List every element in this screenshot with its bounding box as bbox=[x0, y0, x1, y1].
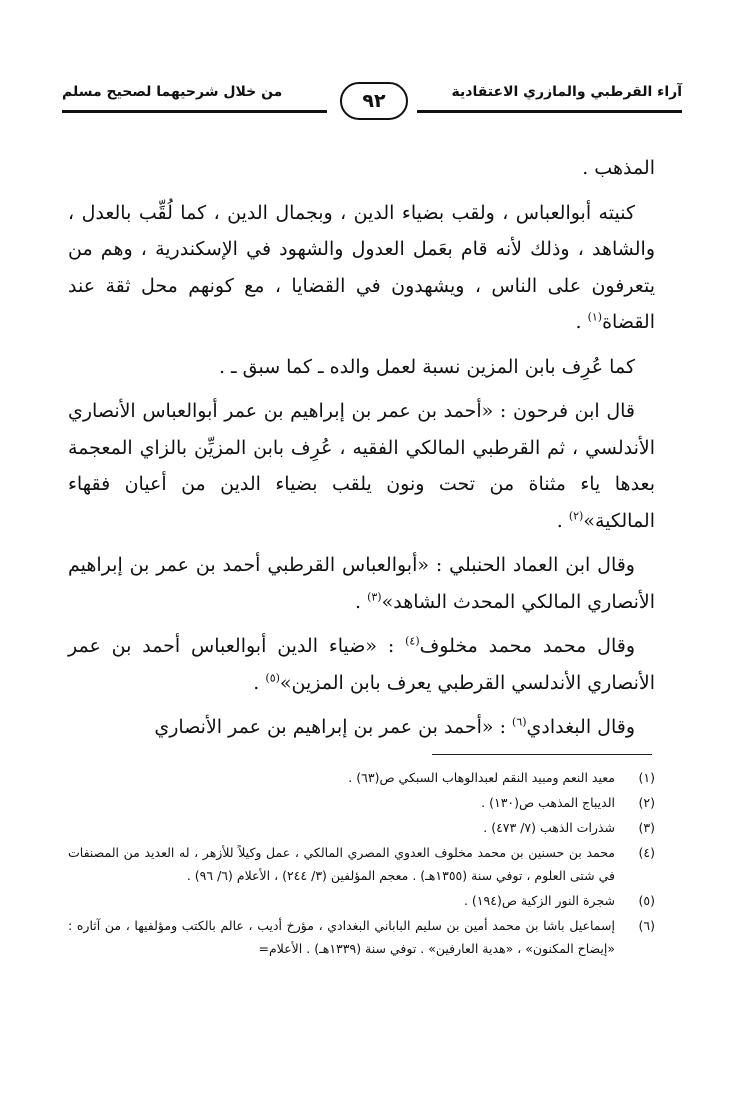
paragraph-5-text: وقال ابن العماد الحنبلي : «أبوالعباس القرطبي أحمد بن عمر بن إبراهيم الأنصاري المالكي المحدث الشاهد» bbox=[68, 554, 655, 613]
paragraph-6-text-a: وقال محمد محمد مخلوف bbox=[419, 635, 635, 657]
paragraph-7-text-b: : «أحمد بن عمر بن إبراهيم بن عمر الأنصاري bbox=[154, 716, 513, 738]
header-rule-left bbox=[62, 110, 327, 113]
footnote-number: (٣) bbox=[638, 820, 655, 835]
paragraph-4-end: . bbox=[556, 509, 569, 532]
footnote-number: (٢) bbox=[638, 795, 655, 810]
running-header bbox=[62, 82, 682, 122]
header-book-subtitle: من خلال شرحيهما لصحيح مسلم bbox=[62, 84, 283, 100]
paragraph-7 bbox=[68, 709, 655, 746]
paragraph-4 bbox=[68, 393, 655, 539]
paragraph-6 bbox=[68, 628, 655, 701]
main-text bbox=[68, 150, 655, 754]
paragraph-5 bbox=[68, 547, 655, 620]
footnote-text: معيد النعم ومبيد النقم لعبدالوهاب السبكي ص(٦٣) . bbox=[348, 770, 615, 785]
paragraph-2 bbox=[68, 195, 655, 341]
header-rule-right bbox=[417, 110, 682, 113]
footnote-ref-5: (٥) bbox=[265, 671, 280, 685]
footnotes bbox=[68, 766, 655, 962]
footnote-divider bbox=[432, 754, 652, 755]
paragraph-7-text-a: وقال البغدادي bbox=[526, 716, 635, 738]
footnote-number: (٥) bbox=[638, 893, 655, 908]
footnote bbox=[68, 889, 655, 912]
footnote-text: شذرات الذهب (٧/ ٤٧٣) . bbox=[483, 820, 615, 835]
footnote-text: الديباج المذهب ص(١٣٠) . bbox=[481, 795, 615, 810]
footnote-text: محمد بن حسنين بن محمد مخلوف العدوي المصري المالكي ، عمل وكيلاً للأزهر ، له العديد من المصنفات في شتى العلوم ، توفي سنة (١٣٥٥هـ) . معجم المؤلفين (٣/ ٢٤٤) ، الأعلام (٦/ ٩٦) . bbox=[68, 845, 615, 883]
footnote bbox=[68, 914, 655, 960]
footnote bbox=[68, 766, 655, 789]
paragraph-6-text-b: : «ضياء الدين أبوالعباس أحمد بن عمر الأنصاري الأندلسي القرطبي يعرف بابن المزين» bbox=[68, 635, 655, 694]
paragraph-3-text: كما عُرِف بابن المزين نسبة لعمل والده ـ كما سبق ـ . bbox=[218, 355, 635, 378]
page-number: ٩٢ bbox=[340, 82, 408, 120]
footnote bbox=[68, 816, 655, 839]
footnote bbox=[68, 841, 655, 887]
footnote-text: شجرة النور الزكية ص(١٩٤) . bbox=[463, 893, 615, 908]
footnote-number: (١) bbox=[638, 770, 655, 785]
footnote-ref-3: (٣) bbox=[367, 590, 382, 604]
paragraph-4-text: قال ابن فرحون : «أحمد بن عمر بن إبراهيم بن عمر أبوالعباس الأنصاري الأندلسي ، ثم القرطبي المالكي الفقيه ، عُرِف بابن المزيِّن بالزاي المعجمة بعدها ياء مثناة من تحت ونون يلقب بضياء الدين من أعيان فقهاء المالكية» bbox=[68, 400, 655, 532]
paragraph-6-end: . bbox=[253, 671, 266, 694]
paragraph-5-end: . bbox=[354, 590, 368, 613]
paragraph-3 bbox=[68, 349, 655, 386]
paragraph-1 bbox=[68, 150, 655, 187]
footnote-text: إسماعيل باشا بن محمد أمين بن سليم الباباني البغدادي ، مؤرخ أديب ، عالم بالكتب ومؤلفيها ، من آثاره : «إيضاح المكنون» ، «هدية العارفين» . توفي سنة (١٣٣٩هـ) . الأعلام= bbox=[68, 918, 615, 956]
footnote-number: (٤) bbox=[638, 845, 655, 860]
footnote-ref-1: (١) bbox=[587, 310, 603, 324]
paragraph-1-text: المذهب . bbox=[582, 157, 655, 179]
header-book-title: آراء القرطبي والمازري الاعتقادية bbox=[451, 84, 682, 100]
paragraph-2-text: كنيته أبوالعباس ، ولقب بضياء الدين ، وبجمال الدين ، كما لُقِّب بالعدل ، والشاهد ، وذلك لأنه قام بعَمل العدول والشهود في الإسكندرية ، وهم من يتعرفون على الناس ، ويشهدون في القضايا ، مع كونهم محل ثقة عند القضاة bbox=[68, 201, 655, 333]
footnote bbox=[68, 791, 655, 814]
paragraph-2-end: . bbox=[575, 311, 588, 333]
footnote-number: (٦) bbox=[638, 918, 655, 933]
footnote-ref-2: (٢) bbox=[568, 509, 584, 523]
footnote-ref-6: (٦) bbox=[512, 715, 527, 729]
footnote-ref-4: (٤) bbox=[405, 634, 420, 648]
